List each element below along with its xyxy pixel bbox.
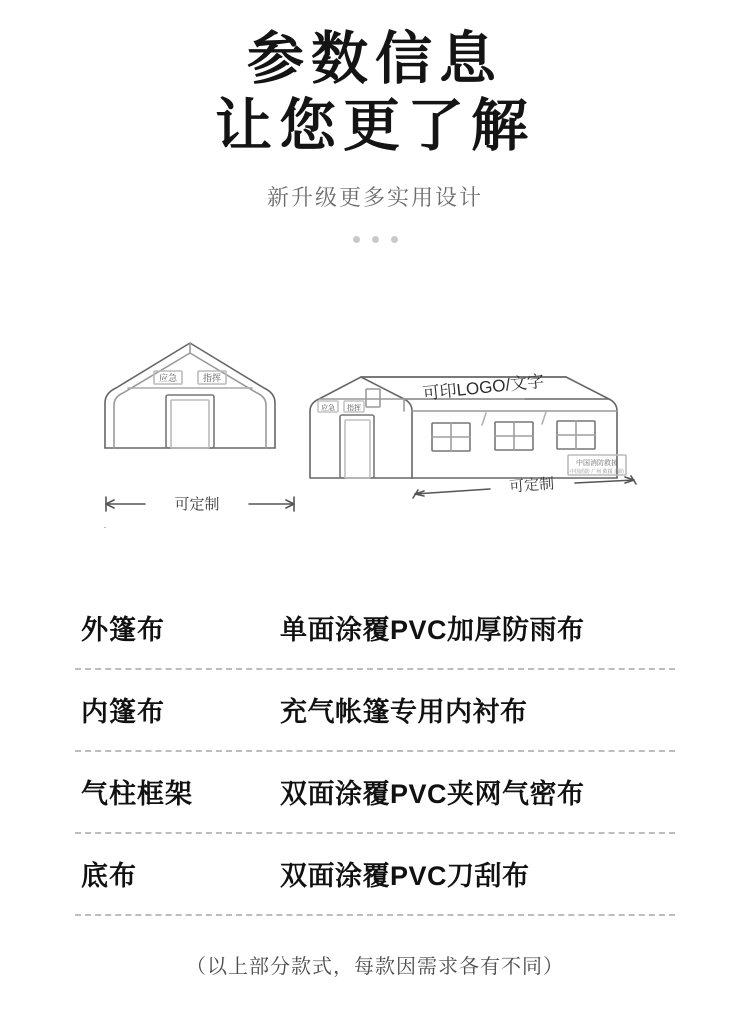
spec-label: 内篷布 bbox=[81, 697, 165, 727]
spec-label: 外篷布 bbox=[81, 615, 165, 645]
table-row bbox=[75, 834, 675, 914]
front-view-group bbox=[105, 343, 275, 448]
spec-value: 双面涂覆PVC刀刮布 bbox=[280, 861, 530, 891]
page-title-line-1: 参数信息 bbox=[247, 27, 503, 91]
spec-value: 单面涂覆PVC加厚防雨布 bbox=[280, 615, 585, 645]
tent-illustration bbox=[0, 283, 750, 528]
front-label-right: 指挥 bbox=[202, 372, 222, 383]
row-divider bbox=[75, 914, 675, 916]
tent-line-drawing bbox=[0, 283, 750, 528]
side-badge-line-1: 中国消防救援 bbox=[576, 459, 618, 467]
page-title-line-2: 让您更了解 bbox=[215, 94, 535, 159]
separator-dot bbox=[372, 236, 379, 243]
dot-separator bbox=[0, 236, 750, 243]
spec-footnote: （以上部分款式，每款因需求各有不同） bbox=[186, 955, 564, 978]
front-dimension-label: 可定制 bbox=[174, 495, 220, 513]
persp-label-right: 指挥 bbox=[347, 404, 361, 412]
page-subtitle: 新升级更多实用设计 bbox=[266, 184, 483, 210]
table-row bbox=[75, 670, 675, 750]
roof-logo-text: 可印LOGO/文字 bbox=[421, 371, 546, 403]
table-row bbox=[75, 752, 675, 832]
table-row bbox=[75, 588, 675, 668]
front-label-left: 应急 bbox=[158, 372, 178, 383]
spec-label: 气柱框架 bbox=[81, 779, 193, 809]
persp-dimension-label: 可定制 bbox=[508, 474, 555, 496]
spec-label: 底布 bbox=[81, 861, 137, 891]
spec-table bbox=[75, 588, 675, 979]
spec-value: 双面涂覆PVC夹网气密布 bbox=[280, 779, 585, 809]
separator-dot bbox=[391, 236, 398, 243]
persp-label-left: 应急 bbox=[321, 404, 335, 412]
separator-dot bbox=[353, 236, 360, 243]
page-header bbox=[0, 0, 750, 243]
spec-value: 充气帐篷专用内衬布 bbox=[280, 697, 528, 727]
side-badge-line-2: 中国消防 广州 救援 消防 bbox=[569, 468, 625, 475]
